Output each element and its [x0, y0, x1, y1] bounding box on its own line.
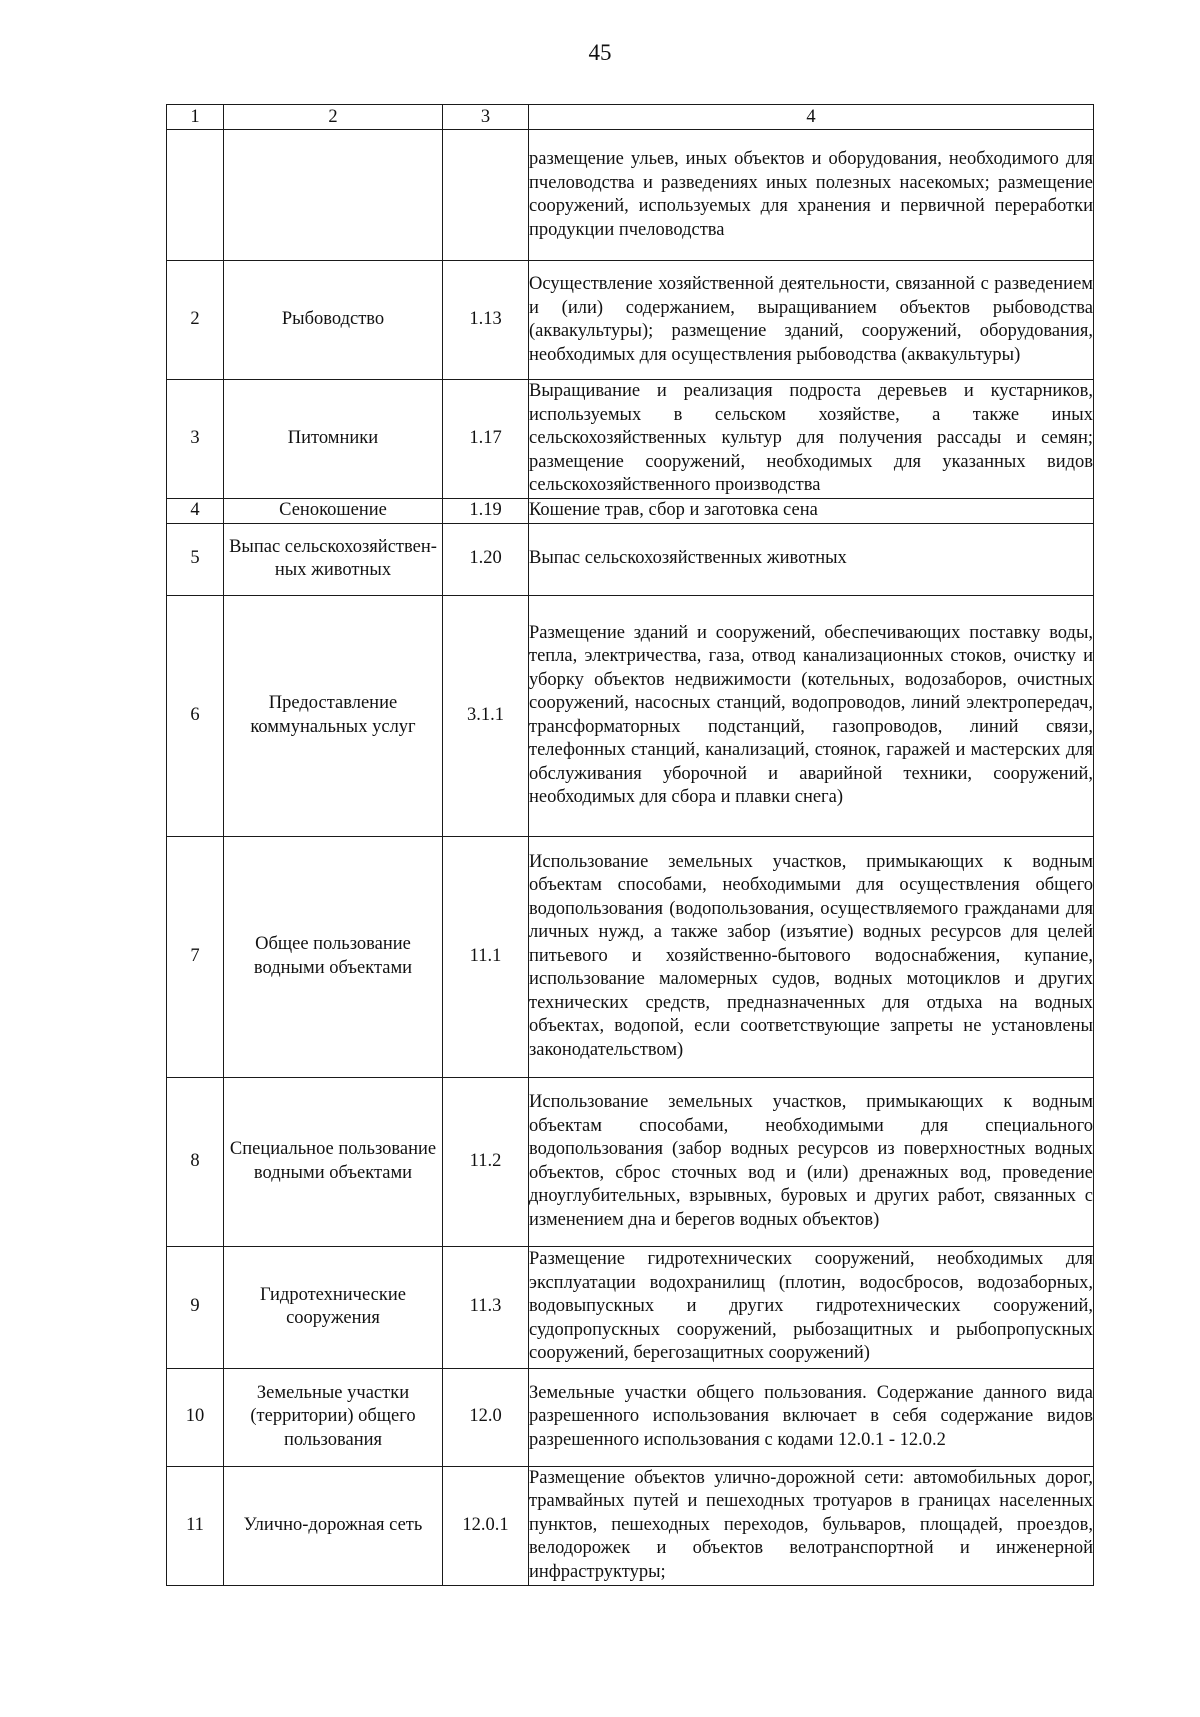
- page-number: 45: [588, 40, 612, 65]
- use-type-description: Использование земельных участков, примыкающих к водным объектам способами, необходимыми для специального водопользования (забор водных ресурсов из поверхностных водных объектов, сброс сточных вод и (или) дренажных вод, проведение дноуглубительных, взрывных, буровых и других работ, связанных с изменением дна и берегов водных объектов): [529, 1077, 1094, 1246]
- table-row: [167, 1246, 1094, 1368]
- land-use-table: [166, 104, 1094, 1586]
- use-type-description: Размещение гидротехнических сооружений, необходимых для эксплуатации водохранилищ (плотин, водосбросов, водозаборных, водовыпускных и других гидротехнических сооружений, судопропускных сооружений, рыбозащитных и рыбопропускных сооружений, берегозащитных сооружений): [529, 1246, 1094, 1368]
- use-type-name: Предоставление коммунальных услуг: [224, 595, 443, 836]
- table-row: [167, 380, 1094, 499]
- use-type-description: Кошение трав, сбор и заготовка сена: [529, 499, 1094, 524]
- use-type-name: Питомники: [224, 380, 443, 499]
- use-type-name: Специальное пользование водными объектами: [224, 1077, 443, 1246]
- use-type-name: Выпас сельскохозяйствен-ных животных: [224, 523, 443, 595]
- use-type-code: 1.20: [443, 523, 529, 595]
- table-row: [167, 1077, 1094, 1246]
- row-number: 6: [167, 595, 224, 836]
- use-type-description: Земельные участки общего пользования. Содержание данного вида разрешенного использования включает в себя содержание видов разрешенного использования с кодами 12.0.1 - 12.0.2: [529, 1368, 1094, 1466]
- table-row: [167, 836, 1094, 1077]
- table-row: [167, 1466, 1094, 1585]
- use-type-code: 1.13: [443, 261, 529, 380]
- header-cell-2: 2: [224, 105, 443, 130]
- use-type-code: 12.0: [443, 1368, 529, 1466]
- use-type-description: Размещение объектов улично-дорожной сети: автомобильных дорог, трамвайных путей и пешеходных тротуаров в границах населенных пунктов, пешеходных переходов, бульваров, площадей, проездов, велодорожек и объектов велотранспортной и инженерной инфраструктуры;: [529, 1466, 1094, 1585]
- use-type-code: 3.1.1: [443, 595, 529, 836]
- table-row: [167, 499, 1094, 524]
- use-type-code: 11.3: [443, 1246, 529, 1368]
- row-number: 7: [167, 836, 224, 1077]
- use-type-name: Земельные участки (территории) общего пользования: [224, 1368, 443, 1466]
- table-row: [167, 1368, 1094, 1466]
- use-type-name: Улично-дорожная сеть: [224, 1466, 443, 1585]
- use-type-name: Сенокошение: [224, 499, 443, 524]
- table-row: [167, 130, 1094, 261]
- row-number: 10: [167, 1368, 224, 1466]
- use-type-code: 11.1: [443, 836, 529, 1077]
- use-type-code: 1.17: [443, 380, 529, 499]
- use-type-name: Общее пользование водными объектами: [224, 836, 443, 1077]
- use-type-code: 11.2: [443, 1077, 529, 1246]
- use-type-code: [443, 130, 529, 261]
- use-type-description: Выпас сельскохозяйственных животных: [529, 523, 1094, 595]
- table-header-row: [167, 105, 1094, 130]
- use-type-name: Рыбоводство: [224, 261, 443, 380]
- use-type-description: Размещение зданий и сооружений, обеспечивающих поставку воды, тепла, электричества, газа, отвод канализационных стоков, очистку и уборку объектов недвижимости (котельных, водозаборов, очистных сооружений, насосных станций, водопроводов, линий электропередач, трансформаторных подстанций, газопроводов, линий связи, телефонных станций, канализаций, стоянок, гаражей и мастерских для обслуживания уборочной и аварийной техники, сооружений, необходимых для сбора и плавки снега): [529, 595, 1094, 836]
- header-cell-3: 3: [443, 105, 529, 130]
- table-row: [167, 523, 1094, 595]
- use-type-description: Использование земельных участков, примыкающих к водным объектам способами, необходимыми для осуществления общего водопользования (водопользования, осуществляемого гражданами для личных нужд, а также забор (изъятие) водных ресурсов для целей питьевого и хозяйственно-бытового водоснабжения, купание, использование маломерных судов, водных мотоциклов и других технических средств, предназначенных для отдыха на водных объектах, водопой, если соответствующие запреты не установлены законодательством): [529, 836, 1094, 1077]
- row-number: 3: [167, 380, 224, 499]
- header-cell-4: 4: [529, 105, 1094, 130]
- row-number: [167, 130, 224, 261]
- row-number: 8: [167, 1077, 224, 1246]
- use-type-name: Гидротехнические сооружения: [224, 1246, 443, 1368]
- use-type-description: Осуществление хозяйственной деятельности, связанной с разведением и (или) содержанием, выращиванием объектов рыбоводства (аквакультуры); размещение зданий, сооружений, оборудования, необходимых для осуществления рыбоводства (аквакультуры): [529, 261, 1094, 380]
- table-row: [167, 595, 1094, 836]
- use-type-code: 1.19: [443, 499, 529, 524]
- header-cell-1: 1: [167, 105, 224, 130]
- table-row: [167, 261, 1094, 380]
- row-number: 9: [167, 1246, 224, 1368]
- use-type-code: 12.0.1: [443, 1466, 529, 1585]
- use-type-name: [224, 130, 443, 261]
- use-type-description: Выращивание и реализация подроста деревьев и кустарников, используемых в сельском хозяйстве, а также иных сельскохозяйственных культур для получения рассады и семян; размещение сооружений, необходимых для указанных видов сельскохозяйственного производства: [529, 380, 1094, 499]
- row-number: 11: [167, 1466, 224, 1585]
- row-number: 5: [167, 523, 224, 595]
- row-number: 2: [167, 261, 224, 380]
- row-number: 4: [167, 499, 224, 524]
- use-type-description: размещение ульев, иных объектов и оборудования, необходимого для пчеловодства и разведениях иных полезных насекомых; размещение сооружений, используемых для хранения и первичной переработки продукции пчеловодства: [529, 130, 1094, 261]
